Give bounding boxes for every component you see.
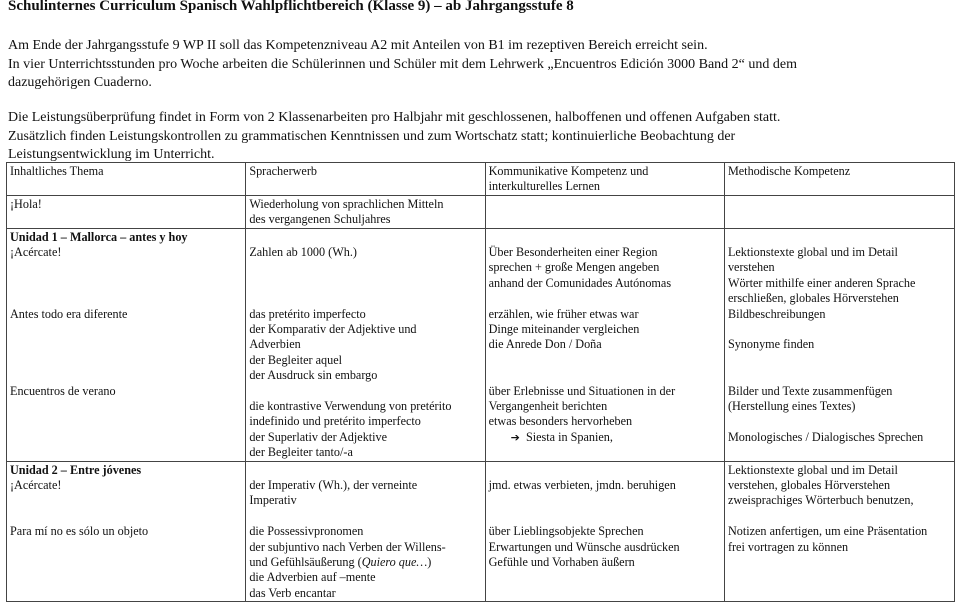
- cell-line: verstehen: [727, 260, 775, 275]
- cell-communicative: [485, 195, 724, 228]
- unit-heading: Unidad 1 – Mallorca – antes y hoy: [10, 229, 188, 244]
- cell-line: [249, 509, 481, 524]
- cell-line: ¡Hola!: [10, 196, 42, 211]
- intro-line: dazugehörigen Cuaderno.: [8, 75, 152, 90]
- cell-line: der Komparativ der Adjektive und: [249, 322, 417, 336]
- cell-line: [10, 368, 242, 383]
- cell-line: Imperativ: [249, 493, 297, 508]
- header-cell-language: [246, 163, 485, 196]
- cell-line-blank: [728, 230, 951, 245]
- cell-line: Wiederholung von sprachlichen Mitteln: [249, 196, 444, 211]
- cell-line: jmd. etwas verbieten, jmdn. beruhigen: [488, 478, 676, 493]
- table-header-row: [7, 163, 955, 196]
- cell-text: ): [427, 555, 432, 570]
- cell-line: [249, 291, 481, 306]
- cell-theme: [7, 195, 246, 228]
- cell-line: der Begleiter aquel: [249, 352, 343, 367]
- arrow-right-icon: ➔: [510, 430, 520, 444]
- cell-line: [249, 276, 481, 291]
- cell-theme: [7, 228, 246, 461]
- cell-line: [489, 368, 721, 383]
- cell-line: [10, 260, 242, 275]
- cell-line: [489, 509, 721, 524]
- cell-line: das Verb encantar: [249, 585, 336, 600]
- cell-line: Vergangenheit berichten: [488, 399, 608, 414]
- cell-line: [10, 493, 242, 508]
- intro-line: Am Ende der Jahrgangsstufe 9 WP II soll das Kompetenzniveau A2 mit Anteilen von B1 im rezeptiven Bereich erreicht sein.: [8, 38, 708, 53]
- cell-line: [728, 322, 951, 337]
- cell-line: [728, 368, 951, 383]
- cell-communicative: [485, 228, 724, 461]
- cell-line: sprechen + große Mengen angeben: [488, 260, 660, 275]
- cell-line: erschließen, globales Hörverstehen: [727, 291, 899, 306]
- cell-line: über Lieblingsobjekte Sprechen: [488, 524, 644, 539]
- cell-line: [10, 322, 242, 337]
- arrow-bullet-line: [489, 430, 721, 445]
- cell-line: das pretérito imperfecto: [249, 306, 366, 321]
- intro-paragraph-1: [8, 37, 948, 93]
- cell-line: Über Besonderheiten einer Region: [488, 245, 658, 260]
- cell-line: erzählen, wie früher etwas war: [488, 306, 639, 321]
- table-row-hola: [7, 195, 955, 228]
- cell-line: [10, 353, 242, 368]
- header-cell-communicative: [485, 163, 724, 196]
- italic-example: Quiero que…: [361, 555, 428, 570]
- cell-line: die kontrastive Verwendung von pretérito: [249, 399, 452, 414]
- intro-line: Die Leistungsüberprüfung findet in Form von 2 Klassenarbeiten pro Halbjahr mit geschlossenen, halboffenen und offenen Aufgaben statt.: [8, 110, 781, 125]
- cell-methodical: [724, 195, 954, 228]
- cell-line-blank: [489, 230, 721, 245]
- cell-line: die Possessivpronomen: [249, 524, 364, 539]
- cell-line: frei vortragen zu können: [727, 539, 849, 554]
- cell-line: Encuentros de verano: [10, 383, 116, 398]
- cell-line: etwas besonders hervorheben: [488, 414, 633, 429]
- curriculum-table: [6, 162, 955, 602]
- unit-heading: Unidad 2 – Entre jóvenes: [10, 462, 142, 477]
- cell-line: [10, 276, 242, 291]
- cell-language: [246, 228, 485, 461]
- cell-line: Bilder und Texte zusammenfügen: [727, 383, 893, 398]
- cell-line: des vergangenen Schuljahres: [249, 212, 391, 227]
- cell-line: Gefühle und Vorhaben äußern: [488, 555, 635, 570]
- cell-line: der Imperativ (Wh.), der verneinte: [249, 478, 418, 493]
- cell-line-blank: [249, 230, 481, 245]
- cell-line: Lektionstexte global und im Detail: [727, 245, 898, 260]
- cell-line: Monologisches / Dialogisches Sprechen: [727, 429, 924, 444]
- header-text: Kommunikative Kompetenz und: [488, 164, 649, 178]
- cell-line: Synonyme finden: [727, 337, 815, 352]
- cell-line: ¡Acércate!: [10, 245, 62, 260]
- cell-line: Para mí no es sólo un objeto: [10, 524, 149, 539]
- cell-line: ¡Acércate!: [10, 478, 62, 493]
- cell-line-blank: [249, 463, 481, 478]
- intro-paragraph-2: [8, 109, 948, 165]
- cell-line: Lektionstexte global und im Detail: [727, 462, 898, 477]
- cell-line: (Herstellung eines Textes): [727, 399, 856, 414]
- cell-line: Dinge miteinander vergleichen: [488, 322, 640, 337]
- cell-line: [489, 493, 721, 508]
- intro-line: In vier Unterrichtsstunden pro Woche arbeiten die Schülerinnen und Schüler mit dem Lehrwerk „Encuentros Edición 3000 Band 2“ und dem: [8, 56, 798, 72]
- cell-theme: [7, 461, 246, 602]
- cell-line: Bildbeschreibungen: [727, 306, 826, 321]
- cell-line: [10, 291, 242, 306]
- cell-methodical: [724, 228, 954, 461]
- cell-language: [246, 461, 485, 602]
- intro-line: Zusätzlich finden Leistungskontrollen zu grammatischen Kenntnissen und zum Wortschatz statt; kontinuierliche Beobachtung der: [8, 128, 736, 144]
- cell-line: Zahlen ab 1000 (Wh.): [249, 245, 357, 260]
- table-row-unidad-1: [7, 228, 955, 461]
- cell-line: der Superlativ der Adjektive: [249, 429, 388, 444]
- mixed-line: [249, 555, 481, 570]
- cell-line: die Anrede Don / Doña: [488, 337, 602, 352]
- cell-line: Wörter mithilfe einer anderen Sprache: [727, 275, 916, 290]
- intro-line: Leistungsentwicklung im Unterricht.: [8, 147, 215, 162]
- cell-line: Antes todo era diferente: [10, 306, 128, 321]
- cell-language: [246, 195, 485, 228]
- cell-line: Adverbien: [249, 337, 301, 352]
- cell-line: indefinido und pretérito imperfecto: [249, 414, 421, 429]
- table-row-unidad-2: [7, 461, 955, 602]
- cell-line: Notizen anfertigen, um eine Präsentation: [727, 524, 928, 539]
- cell-line: anhand der Comunidades Autónomas: [488, 275, 672, 290]
- document-title: Schulinternes Curriculum Spanisch Wahlpflichtbereich (Klasse 9) – ab Jahrgangsstufe 8: [8, 0, 574, 14]
- cell-methodical: [724, 461, 954, 602]
- cell-line: [489, 291, 721, 306]
- cell-line: [728, 414, 951, 429]
- cell-line: die Adverbien auf –mente: [249, 570, 376, 585]
- cell-line: zweisprachiges Wörterbuch benutzen,: [727, 493, 914, 508]
- cell-communicative: [485, 461, 724, 602]
- cell-line: [10, 337, 242, 352]
- cell-text: und Gefühlsäußerung (: [249, 555, 362, 570]
- header-cell-methodical: [724, 163, 954, 196]
- cell-line: [728, 353, 951, 368]
- cell-line: der Begleiter tanto/-a: [249, 445, 353, 460]
- header-text: Spracherwerb: [249, 164, 317, 178]
- header-text: Methodische Kompetenz: [727, 164, 851, 178]
- cell-line: [728, 509, 951, 524]
- cell-line: [249, 384, 481, 399]
- cell-line: Erwartungen und Wünsche ausdrücken: [488, 539, 680, 554]
- cell-line: der subjuntivo nach Verben der Willens-: [249, 539, 446, 554]
- cell-line: [249, 260, 481, 275]
- cell-line: [10, 509, 242, 524]
- header-cell-theme: [7, 163, 246, 196]
- header-text: Inhaltliches Thema: [10, 164, 104, 178]
- cell-line: über Erlebnisse und Situationen in der: [488, 383, 676, 398]
- cell-line: Siesta in Spanien,: [525, 429, 613, 444]
- cell-line: der Ausdruck sin embargo: [249, 368, 378, 383]
- cell-line-blank: [489, 463, 721, 478]
- cell-line: verstehen, globales Hörverstehen: [727, 478, 891, 493]
- header-text: interkulturelles Lernen: [488, 179, 600, 194]
- cell-line: [489, 353, 721, 368]
